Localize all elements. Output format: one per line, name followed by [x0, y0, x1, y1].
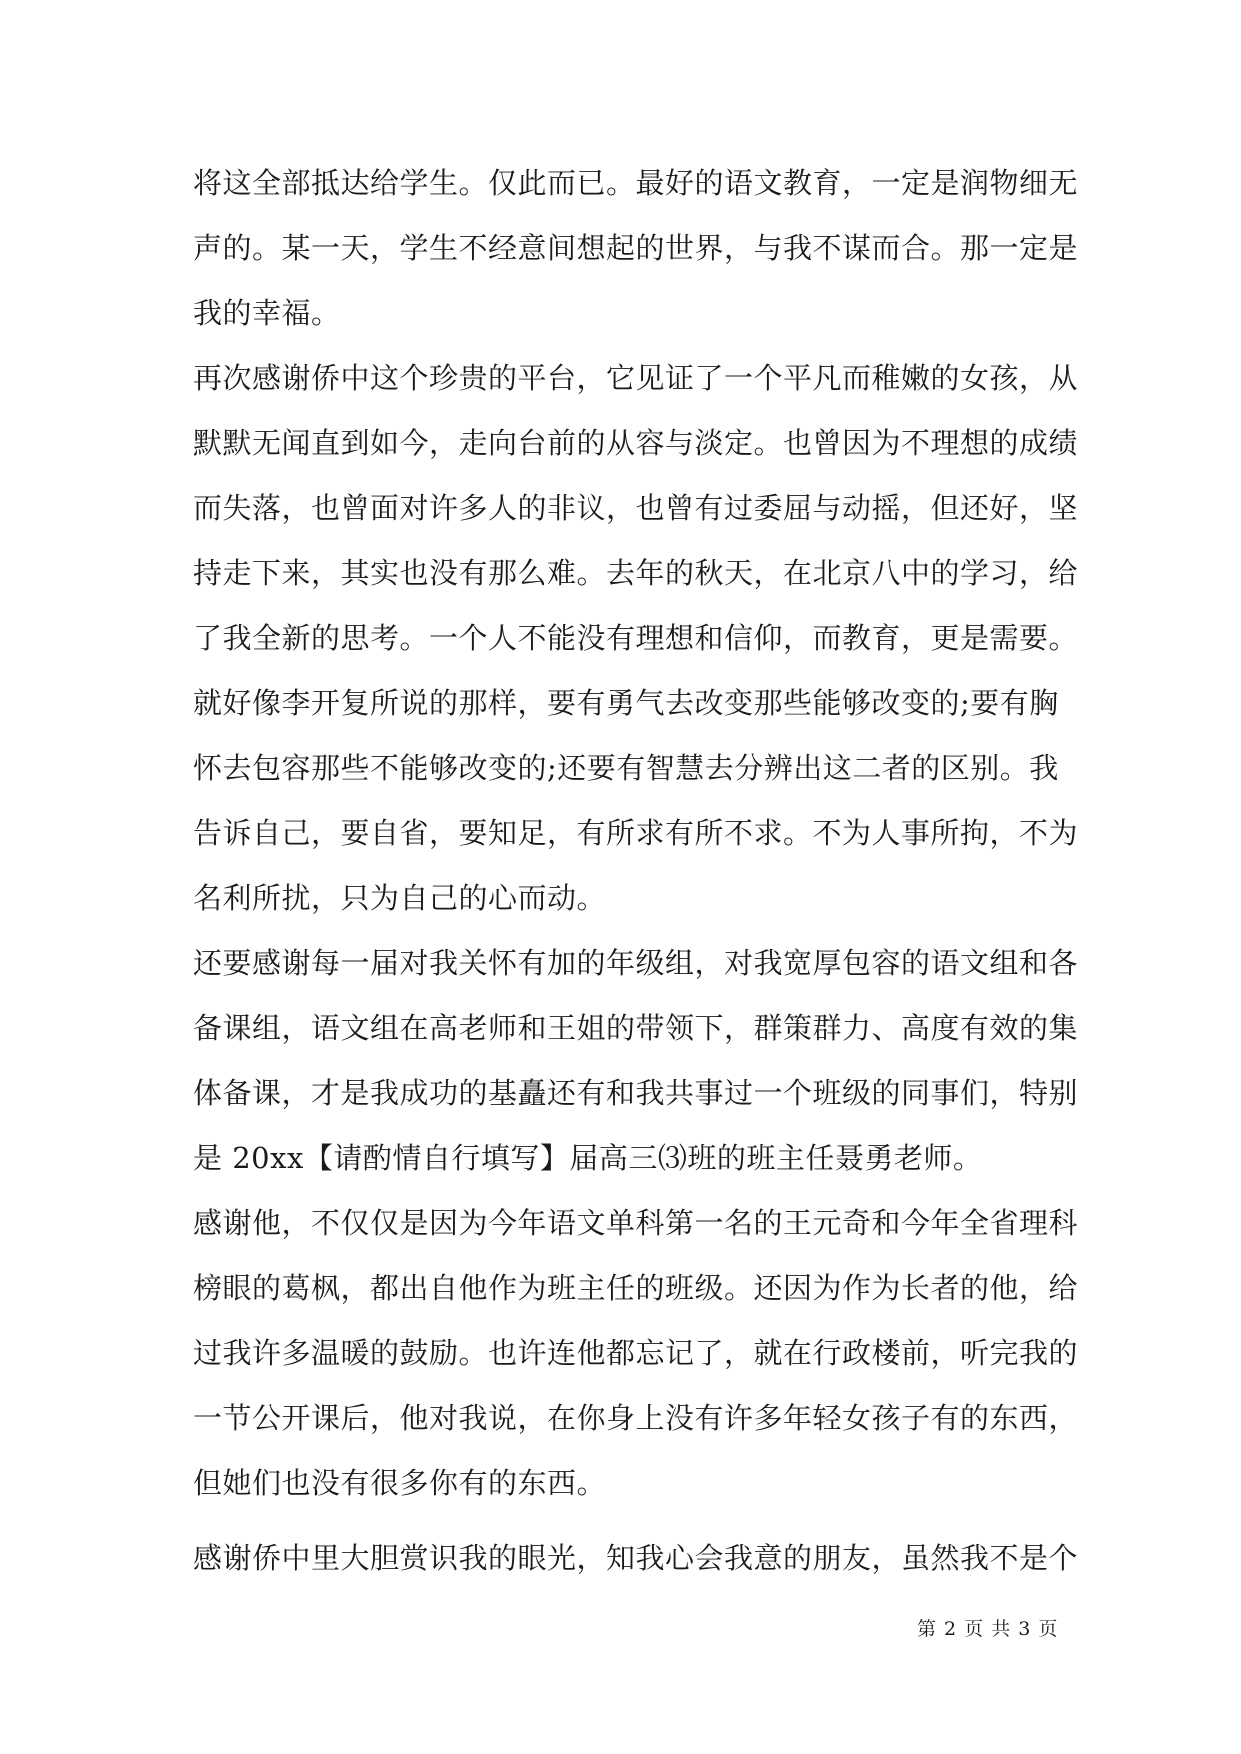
- text-line: 我的幸福。: [193, 296, 341, 330]
- text-line: 过我许多温暖的鼓励。也许连他都忘记了，就在行政楼前，听完我的: [193, 1336, 1079, 1370]
- text-line: 将这全部抵达给学生。仅此而已。最好的语文教育，一定是润物细无: [193, 166, 1079, 200]
- text-line: 一节公开课后，他对我说，在你身上没有许多年轻女孩子有的东西，: [193, 1401, 1079, 1435]
- text-line: 而失落，也曾面对许多人的非议，也曾有过委屈与动摇，但还好，坚: [193, 491, 1079, 525]
- text-line: 持走下来，其实也没有那么难。去年的秋天，在北京八中的学习，给: [193, 556, 1079, 590]
- text-line: 名利所扰，只为自己的心而动。: [193, 881, 607, 915]
- text-line: 默默无闻直到如今，走向台前的从容与淡定。也曾因为不理想的成绩: [193, 426, 1079, 460]
- text-line: 是 20xx【请酌情自行填写】届高三⑶班的班主任聂勇老师。: [193, 1141, 983, 1175]
- page-number-footer: 第 2 页 共 3 页: [917, 1618, 1059, 1640]
- text-line: 怀去包容那些不能够改变的;还要有智慧去分辨出这二者的区别。我: [193, 751, 1059, 785]
- text-line: 但她们也没有很多你有的东西。: [193, 1466, 607, 1500]
- text-line: 体备课，才是我成功的基矗还有和我共事过一个班级的同事们，特别: [193, 1076, 1079, 1110]
- text-line: 再次感谢侨中这个珍贵的平台，它见证了一个平凡而稚嫩的女孩，从: [193, 361, 1079, 395]
- text-line: 感谢他，不仅仅是因为今年语文单科第一名的王元奇和今年全省理科: [193, 1206, 1079, 1240]
- text-line: 了我全新的思考。一个人不能没有理想和信仰，而教育，更是需要。: [193, 621, 1079, 655]
- text-line: 榜眼的葛枫，都出自他作为班主任的班级。还因为作为长者的他，给: [193, 1271, 1079, 1305]
- text-line: 就好像李开复所说的那样，要有勇气去改变那些能够改变的;要有胸: [193, 686, 1059, 720]
- text-line: 感谢侨中里大胆赏识我的眼光，知我心会我意的朋友，虽然我不是个: [193, 1541, 1079, 1575]
- text-line: 告诉自己，要自省，要知足，有所求有所不求。不为人事所拘，不为: [193, 816, 1079, 850]
- text-line: 还要感谢每一届对我关怀有加的年级组，对我宽厚包容的语文组和各: [193, 946, 1079, 980]
- text-line: 声的。某一天，学生不经意间想起的世界，与我不谋而合。那一定是: [193, 231, 1079, 265]
- text-line: 备课组，语文组在高老师和王姐的带领下，群策群力、高度有效的集: [193, 1011, 1079, 1045]
